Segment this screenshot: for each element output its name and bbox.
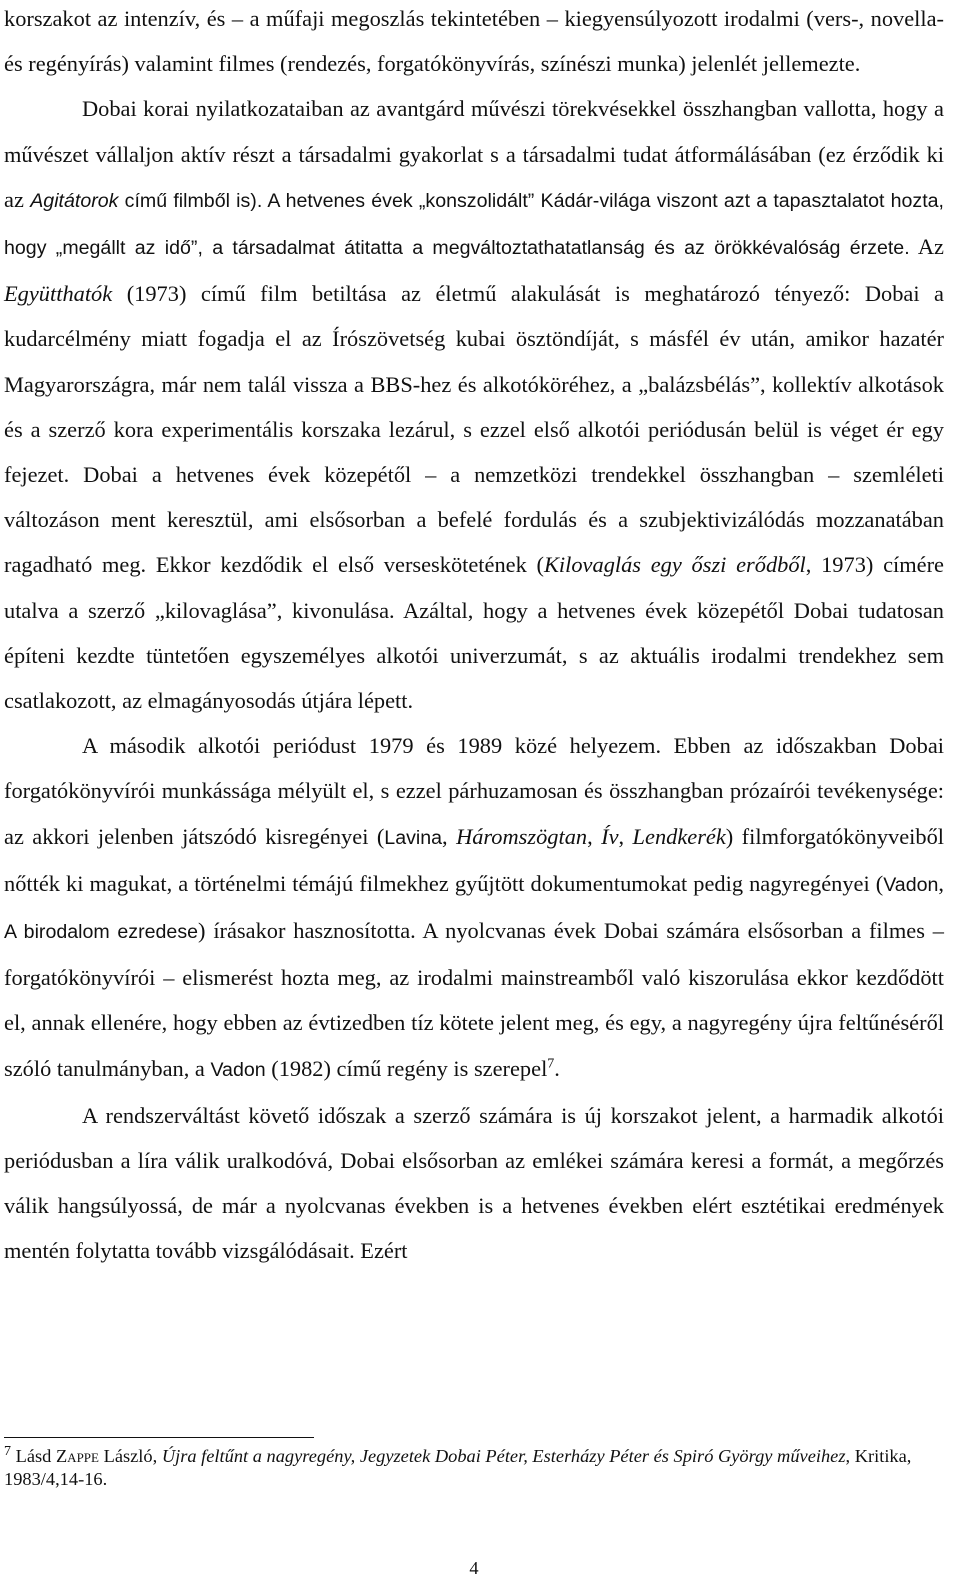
text-run: (1973) című film betiltása az életmű alakulását is meghatározó tényező: Dobai a kudarcélmény miatt fogadja el az Írószövetség kubai ösztöndíját, s másfél év után, amikor hazatér Magyarországra, már nem talál vissza a BBS-hez és alkotóköréhez, a „balázsbélás”, kollektív alkotások és a szerző kora experimentális korszaka lezárul, s ezzel első alkotói periódusán belül is véget ér egy fejezet. Dobai a hetvenes évek közepétől – a nemzetközi trendekkel összhangban – szemléleti változáson ment keresztül, ami elsősorban a befelé fordulás és a szubjektivizálódás mozzanatában ragadható meg. Ekkor kezdődik el első verseskötetének ( [4, 281, 944, 578]
footnote [4, 1445, 944, 1491]
text-run: , [618, 823, 633, 849]
text-run: A hetvenes évek „konszolidált” Kádár-világa viszont azt a tapasztalatot hozta, hogy „megállt az idő”, a társadalmat átitatta a megváltoztathatatlanság és az örökkévalóság érzete. [4, 189, 944, 260]
paragraph-third-period [4, 1093, 944, 1274]
footnote-number: 7 [4, 1443, 11, 1459]
book-title-haromszogtan: Háromszögtan [456, 823, 588, 849]
text-run: Dobai korai nyilatkozataiban az avantgárd művészi törekvésekkel összhangban vallotta, hogy a művészet vállaljon aktív részt a társadalmi gyakorlat s a társadalmi tudat átformálásában (ez érződik ki az [4, 96, 944, 212]
text-run: ) filmforgatókönyveiből nőtték ki magukat, a történelmi témájú filmekhez gyűjtött dokumentumokat pedig nagyregényei ( [4, 823, 944, 896]
film-title-agitatorok: Agitátorok [30, 189, 119, 212]
text-run: , [587, 823, 602, 849]
book-title-vadon: Vadon [210, 1058, 266, 1081]
text-run: A rendszerváltást követő időszak a szerző számára is új korszakot jelent, a harmadik alkotói periódusban a líra válik uralkodóvá, Dobai elsősorban az emlékei számára keresi a formát, a megőrzés válik hangsúlyossá, de már a nyolcvanas években is a hetvenes években elért esztétikai eredmények mentén folytatta tovább vizsgálódásait. Ezért [4, 1102, 944, 1264]
text-run: . [554, 1055, 560, 1081]
book-title-kilovaglas: Kilovaglás egy őszi erődből [543, 552, 806, 578]
book-title-birodalom: A birodalom ezredese [4, 921, 199, 944]
text-run: Lásd [11, 1446, 56, 1466]
text-run: A második alkotói periódust 1979 és 1989 közé helyezem. Ebben az időszakban Dobai forgatókönyvírói munkássága mélyült el, s ezzel párhuzamosan és összhangban prózaírói tevékenysége: az akkori jelenben játszódó kisregényei ( [4, 733, 944, 849]
paragraph-second-period [4, 723, 944, 1093]
footnote-reference[interactable]: 7 [547, 1056, 555, 1072]
text-run: korszakot az intenzív, és – a műfaji megoszlás tekintetében – kiegyensúlyozott irodalmi (vers-, novella- és regényírás) valamint filmes (rendezés, forgatókönyvírás, színészi munka) jelenlét jellemezte. [4, 6, 944, 77]
body-text [4, 0, 944, 1274]
text-run: ) írásakor hasznosította. A nyolcvanas évek Dobai számára elsősorban a filmes – forgatókönyvírói – elismerést hozta meg, az irodalmi mainstreamből való kiszorulása ekkor kezdődött el, annak ellenére, hogy ebben az évtizedben tíz kötete jelent meg, és egy, a nagyregény újra feltűnéséről szóló tanulmányban, a [4, 918, 944, 1081]
film-title-egyutthatok: Együtthatók [4, 281, 113, 307]
paragraph-continuation [4, 0, 944, 86]
text-run: , [938, 870, 944, 896]
footnote-author: Zappe [55, 1446, 99, 1466]
footnote-separator [4, 1437, 314, 1438]
text-run: című filmből is). [118, 189, 263, 212]
book-title-lendkerek: Lendkerék [632, 823, 726, 849]
page-number: 4 [469, 1558, 479, 1578]
text-run: , Kritika, 1983/4,14-16. [4, 1446, 912, 1489]
paragraph-early-period [4, 86, 944, 723]
book-title-lavina: Lavina [384, 826, 443, 849]
text-run: , [442, 823, 457, 849]
text-run: (1982) című regény is szerepel [265, 1055, 548, 1081]
book-title-vadon: Vadon [883, 873, 939, 896]
text-run: László, [98, 1446, 162, 1466]
text-run: , 1973) címére utalva a szerző „kilovaglása”, kivonulása. Azáltal, hogy a hetvenes évek közepétől Dobai tudatosan építeni kezdte tüntetően egyszemélyes alkotói univerzumát, s az aktuális irodalmi trendekhez sem csatlakozott, az elmagányosodás útjára lépett. [4, 552, 944, 714]
text-run: Az [909, 234, 944, 260]
book-title-iv: Ív [601, 823, 619, 849]
footnote-work-title: Újra feltűnt a nagyregény, Jegyzetek Dobai Péter, Esterházy Péter és Spiró György műveihez [161, 1446, 846, 1466]
